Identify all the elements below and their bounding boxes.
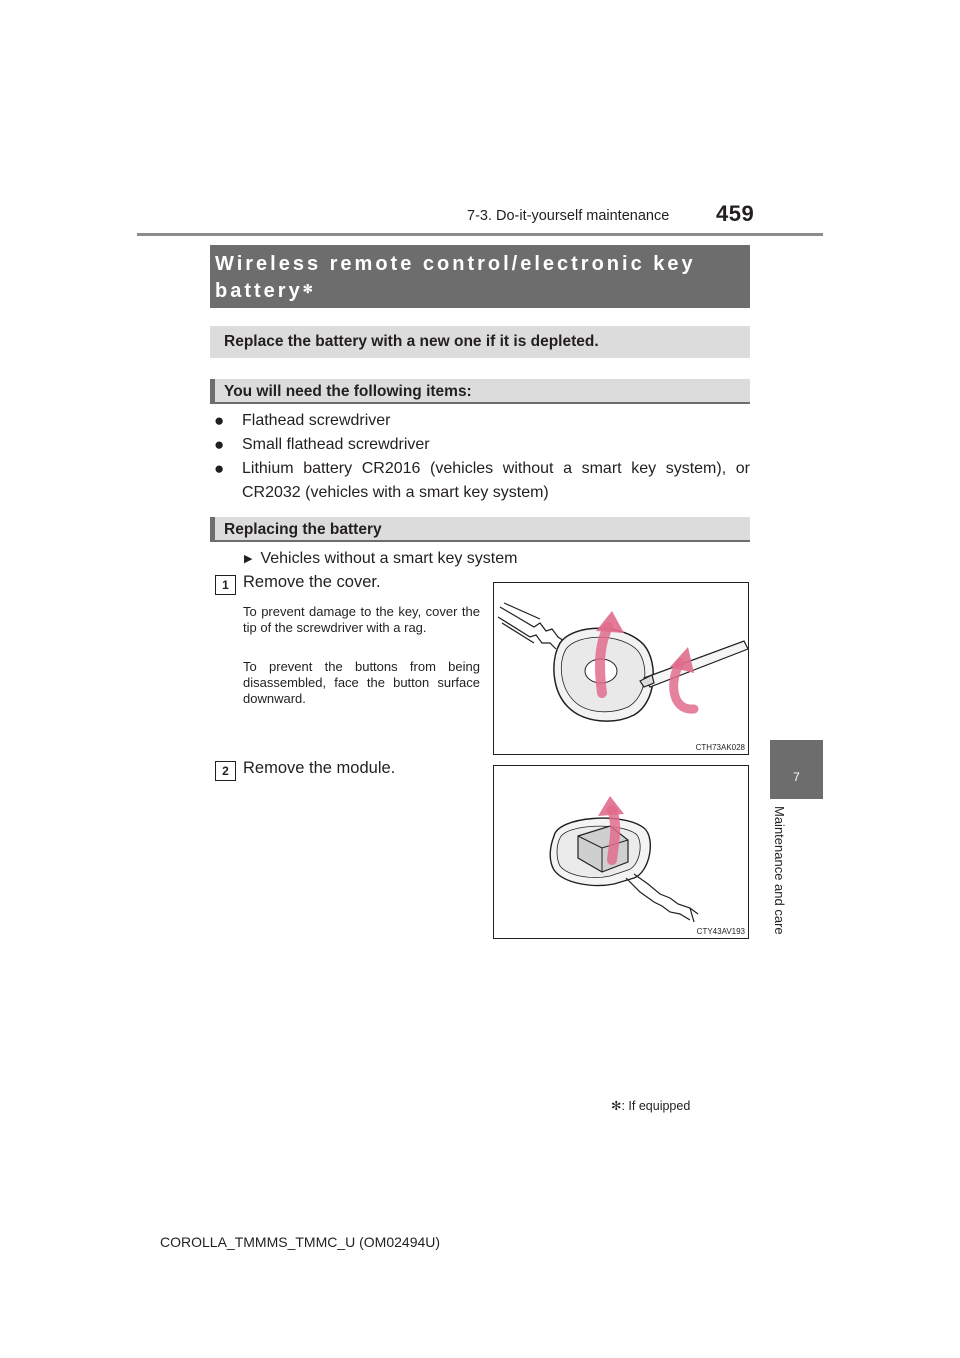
figure-code: CTY43AV193	[696, 927, 745, 936]
figure-code: CTH73AK028	[695, 743, 745, 752]
vehicle-condition	[244, 547, 517, 572]
key-cover-illustration	[494, 583, 748, 754]
step-2-label: Remove the module.	[243, 759, 396, 777]
footnote: ✻: If equipped	[611, 1099, 691, 1113]
section-title-line2: battery	[215, 280, 303, 302]
items-bar	[210, 379, 750, 404]
step-1-label: Remove the cover.	[243, 573, 381, 591]
triangle-arrow-icon: ▶	[244, 553, 253, 565]
items-heading: You will need the following items:	[224, 383, 472, 400]
bar-tick	[210, 517, 215, 542]
replacing-heading: Replacing the battery	[224, 521, 382, 538]
figure-remove-cover	[493, 582, 749, 755]
step-1-note-1: To prevent damage to the key, cover the tip of the screwdriver with a rag.	[243, 604, 480, 635]
intro-bar	[210, 326, 750, 358]
section-title-box	[210, 245, 750, 308]
section-header: 7-3. Do-it-yourself maintenance	[467, 208, 670, 224]
bar-tick	[210, 379, 215, 404]
list-item	[214, 457, 750, 505]
chapter-label-wrapper	[772, 806, 790, 951]
list-item-text: Small flathead screwdriver	[242, 436, 430, 453]
vehicle-condition-text: Vehicles without a smart key system	[260, 550, 518, 567]
section-title-line1: Wireless remote control/electronic key	[215, 253, 696, 275]
section-title	[215, 251, 696, 305]
bar-underline	[210, 540, 750, 542]
step-number-1: 1	[215, 575, 236, 595]
figure-remove-module	[493, 765, 749, 939]
if-equipped-marker: ✻	[302, 282, 313, 296]
bullet-icon: ●	[214, 459, 225, 478]
step-number-2: 2	[215, 761, 236, 781]
chapter-tab	[770, 740, 823, 799]
header-rule	[137, 233, 823, 236]
bullet-icon: ●	[214, 435, 225, 454]
list-item-text: Lithium battery CR2016 (vehicles without a smart key system), or CR2032 (vehicles with a smart key system)	[242, 460, 750, 501]
chapter-label: Maintenance and care	[772, 806, 787, 935]
bullet-icon: ●	[214, 411, 225, 430]
document-footer: COROLLA_TMMMS_TMMC_U (OM02494U)	[160, 1234, 441, 1250]
step-1-note-2: To prevent the buttons from being disassembled, face the button surface downward.	[243, 659, 480, 706]
page-number: 459	[716, 201, 755, 226]
list-item-text: Flathead screwdriver	[242, 412, 391, 429]
bar-underline	[210, 402, 750, 404]
list-item	[214, 409, 391, 433]
chapter-number: 7	[793, 770, 800, 784]
replacing-bar	[210, 517, 750, 542]
key-module-illustration	[494, 766, 748, 938]
intro-text: Replace the battery with a new one if it is depleted.	[224, 333, 599, 350]
list-item	[214, 433, 430, 457]
